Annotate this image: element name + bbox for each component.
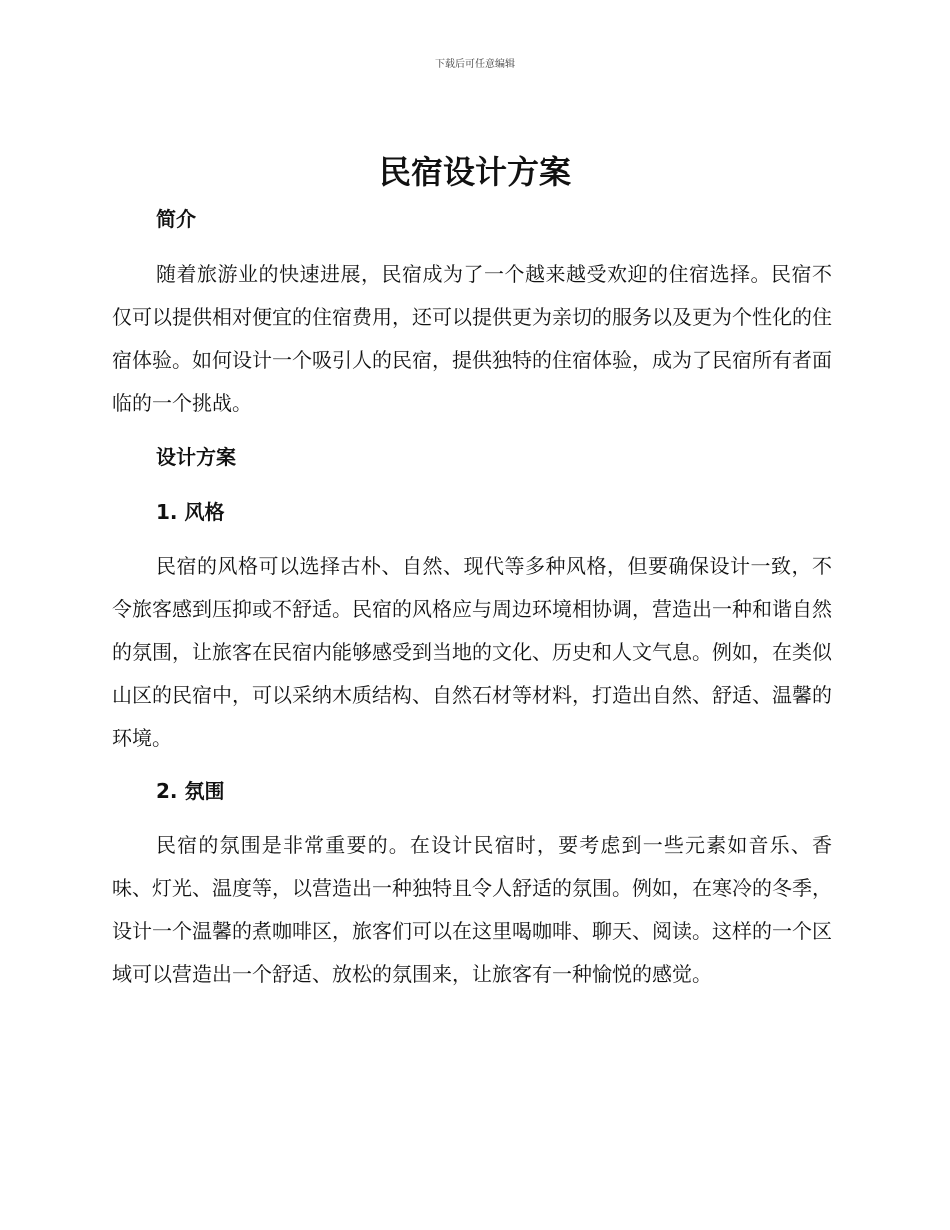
intro-paragraph: 随着旅游业的快速进展，民宿成为了一个越来越受欢迎的住宿选择。民宿不仅可以提供相对便宜的住宿费用，还可以提供更为亲切的服务以及更为个性化的住宿体验。如何设计一个吸引人的民宿，提供独特的住宿体验，成为了民宿所有者面临的一个挑战。 <box>112 262 832 415</box>
design-plan-heading: 设计方案 <box>156 445 236 469</box>
header-note: 下载后可任意编辑 <box>435 59 515 70</box>
style-heading: 1. 风格 <box>156 500 225 524</box>
atmosphere-paragraph: 民宿的氛围是非常重要的。在设计民宿时，要考虑到一些元素如音乐、香味、灯光、温度等，以营造出一种独特且令人舒适的氛围。例如，在寒冷的冬季，设计一个温馨的煮咖啡区，旅客们可以在这里喝咖啡、聊天、阅读。这样的一个区域可以营造出一个舒适、放松的氛围来，让旅客有一种愉悦的感觉。 <box>112 833 832 986</box>
atmosphere-heading: 2. 氛围 <box>156 779 225 803</box>
style-paragraph: 民宿的风格可以选择古朴、自然、现代等多种风格，但要确保设计一致，不令旅客感到压抑或不舒适。民宿的风格应与周边环境相协调，营造出一种和谐自然的氛围，让旅客在民宿内能够感受到当地的文化、历史和人文气息。例如，在类似山区的民宿中，可以采纳木质结构、自然石材等材料，打造出自然、舒适、温馨的环境。 <box>112 554 832 750</box>
intro-heading: 简介 <box>156 207 196 231</box>
page-title: 民宿设计方案 <box>378 153 571 191</box>
